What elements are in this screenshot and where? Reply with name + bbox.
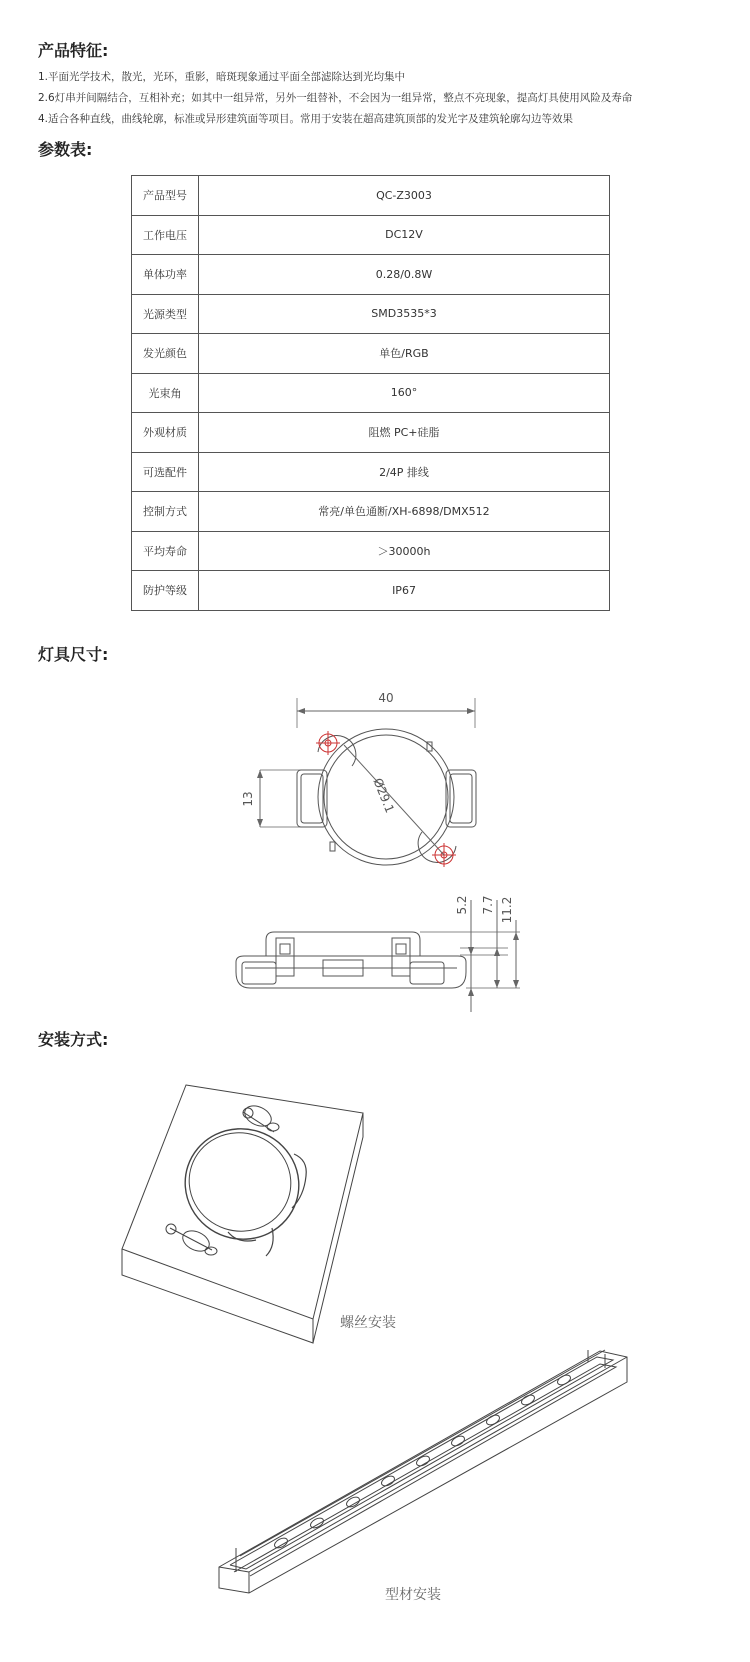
spec-value: IP67 [199, 571, 610, 611]
spec-value: 常亮/单色通断/XH-6898/DMX512 [199, 492, 610, 532]
height-dimension-label: 13 [241, 791, 255, 807]
spec-value: 0.28/0.8W [199, 255, 610, 295]
spec-value: QC-Z3003 [199, 176, 610, 216]
spec-value: 2/4P 排线 [199, 452, 610, 492]
screw-install-caption: 螺丝安装 [340, 1315, 396, 1331]
screw-install-illustration [122, 1085, 363, 1343]
spec-value: DC12V [199, 215, 610, 255]
spec-label: 单体功率 [132, 255, 199, 295]
side-dimension-label-1: 5.2 [455, 895, 469, 915]
top-view-drawing [257, 698, 476, 867]
spec-label: 产品型号 [132, 176, 199, 216]
profile-led-dots [273, 1373, 572, 1550]
side-view-drawing [236, 900, 520, 1012]
spec-value: 单色/RGB [199, 334, 610, 374]
spec-label: 工作电压 [132, 215, 199, 255]
features-heading: 产品特征: [38, 41, 109, 60]
feature-line-3: 4.适合各种直线，曲线轮廓，标准或异形建筑面等项目。常用于安装在超高建筑顶部的发光字及建筑轮廓勾边等效果 [38, 113, 574, 125]
spec-label: 防护等级 [132, 571, 199, 611]
side-dimension-label-2: 7.7 [481, 895, 495, 915]
side-dimension-label-3: 11.2 [500, 896, 514, 924]
install-heading: 安装方式: [38, 1030, 109, 1049]
profile-install-caption: 型材安装 [385, 1587, 441, 1603]
feature-line-2: 2.6灯串并间隔结合，互相补充；如其中一组异常，另外一组替补，不会因为一组异常，整点不亮现象，提高灯具使用风险及寿命 [38, 92, 633, 104]
spec-label: 发光颜色 [132, 334, 199, 374]
spec-value: 160° [199, 373, 610, 413]
spec-value: SMD3535*3 [199, 294, 610, 334]
spec-label: 外观材质 [132, 413, 199, 453]
spec-label: 平均寿命 [132, 531, 199, 571]
spec-value: ＞30000h [199, 531, 610, 571]
spec-label: 光束角 [132, 373, 199, 413]
diameter-dimension-label: Ø29.1 [370, 776, 397, 815]
width-dimension-label: 40 [378, 691, 394, 705]
spec-label: 控制方式 [132, 492, 199, 532]
spec-value: 阻燃 PC+硅脂 [199, 413, 610, 453]
spec-label: 光源类型 [132, 294, 199, 334]
params-heading: 参数表: [38, 140, 93, 159]
dimensions-heading: 灯具尺寸: [38, 645, 109, 664]
feature-line-1: 1.平面光学技术，散光，光环，重影，暗斑现象通过平面全部滤除达到光均集中 [38, 71, 406, 83]
spec-label: 可选配件 [132, 452, 199, 492]
profile-install-illustration [219, 1350, 627, 1593]
